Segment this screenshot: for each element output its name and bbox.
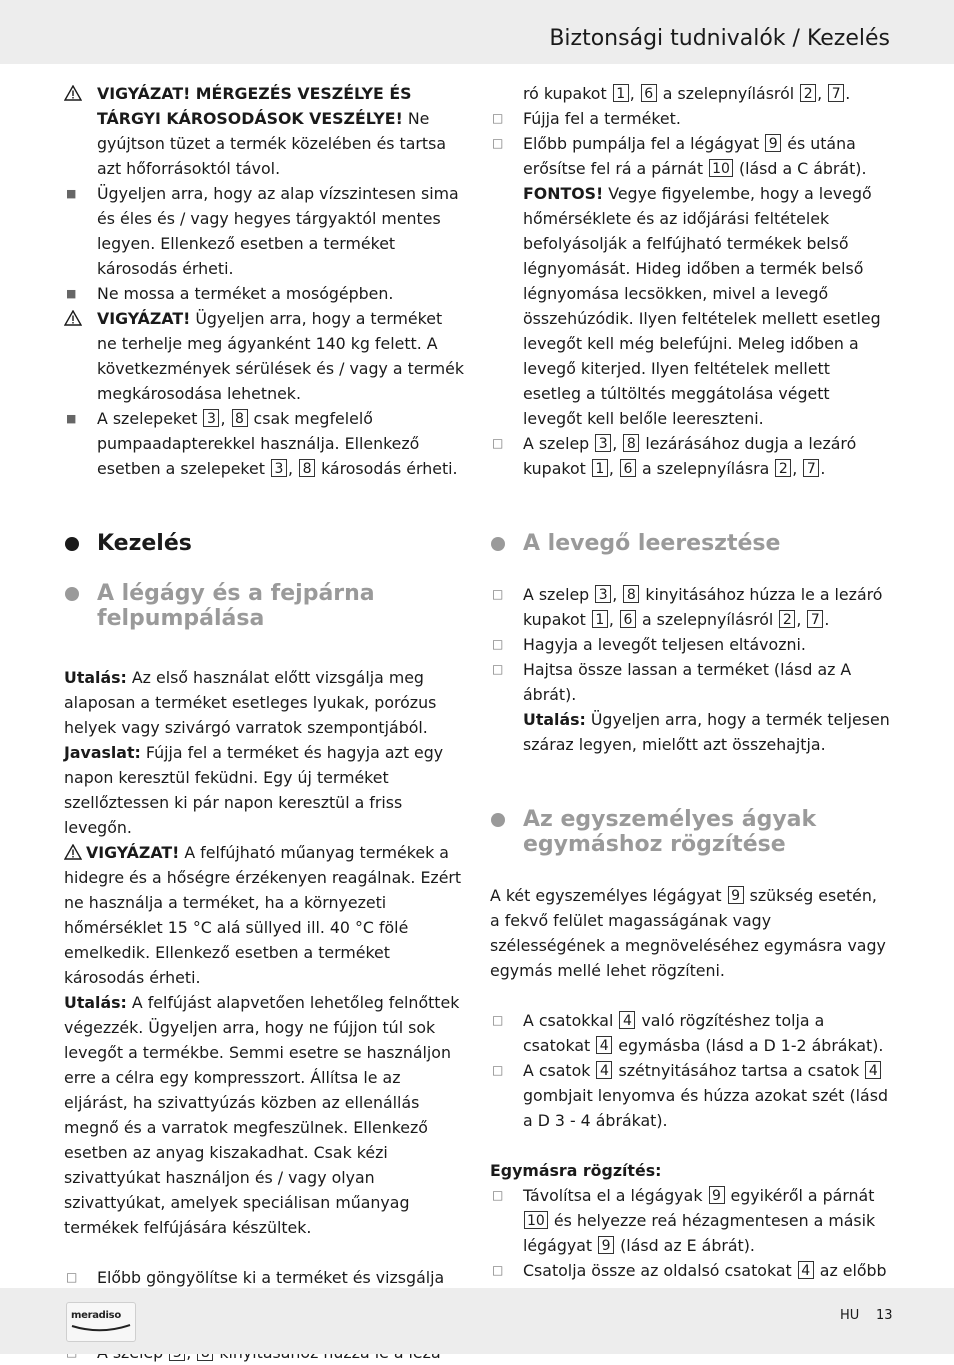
open-square-bullet-icon: □: [492, 587, 504, 601]
step-item: [490, 582, 890, 632]
note-paragraph: [64, 990, 464, 1240]
list-item-text: károsodás érheti.: [321, 459, 458, 478]
tip-text: Fújja fel a terméket és hagyja azt egy napon keresztül feküdni. Egy új terméket szellőztessen ki pár napon keresztül a friss levegőn.: [64, 743, 444, 837]
step-text: A csatokkal: [523, 1011, 614, 1030]
part-number-box: 3: [595, 434, 611, 452]
important-text: Vegye figyelembe, hogy a levegő hőmérséklete és az időjárási feltételek befolyásolják a felfújható termékek belső légnyomását. Hideg időben a termék belső légnyomása lecsökken, mivel a levegő összehúzódik. Ilyen feltételek mellett esetleg levegőt kell még belefújni. Meleg időben a levegő kiterjed. Ilyen feltételek mellett esetleg a túltöltés meggátolása végett levegőt kell belőle leereszteni.: [523, 184, 881, 428]
note-label: Utalás:: [523, 710, 586, 729]
part-number-box: 1: [592, 610, 608, 628]
step-text: gombjait lenyomva és húzza azokat szét (lásd a D 3 - 4 ábrákat).: [523, 1086, 888, 1130]
step-text: az előbb: [819, 1261, 887, 1280]
part-number-box: 9: [598, 1236, 614, 1254]
step-text: a szelepnyílásról: [641, 610, 774, 629]
step-text: A csatok: [523, 1061, 591, 1080]
part-number-box: 4: [619, 1011, 635, 1029]
step-text: és utána erősítse fel rá a párnát: [523, 134, 856, 178]
important-label: FONTOS!: [523, 184, 604, 203]
step-text: A szelep: [523, 585, 590, 604]
step-text: Távolítsa el a légágyak: [523, 1186, 703, 1205]
step-text: kinyitásához húzza le a lezáró kupakot: [523, 585, 883, 629]
page-number: 13: [876, 1308, 893, 1323]
heading-text: Kezelés: [97, 531, 192, 556]
part-number-box: 6: [641, 84, 657, 102]
section-heading-kezeles: [64, 531, 464, 557]
brand-logo: [66, 1302, 136, 1342]
step-text: és helyezze reá hézagmentesen a másik légágyat: [523, 1211, 876, 1255]
part-number-box: 8: [232, 409, 248, 427]
warning-text: Ügyeljen arra, hogy a terméket ne terhelje meg ágyanként 140 kg felett. A következmények sérülések és / vagy a termék megkárosodása lehetnek.: [97, 309, 464, 403]
page-header: [0, 0, 954, 64]
list-item: [64, 181, 464, 281]
step-item: [490, 632, 890, 657]
separator: ,: [612, 434, 618, 453]
step-text: a szelepnyílásról: [662, 84, 795, 103]
step-text: ró kupakot: [523, 84, 607, 103]
step-text: Előbb pumpálja fel a légágyat: [523, 134, 760, 153]
step-item: [490, 431, 890, 481]
bullet-dot-icon: [491, 537, 505, 551]
tip-paragraph: [64, 740, 464, 840]
logo-swoosh-icon: [71, 1323, 131, 1333]
list-item: [64, 281, 464, 306]
part-number-box: 4: [596, 1036, 612, 1054]
open-square-bullet-icon: □: [492, 1188, 504, 1202]
tip-label: Javaslat:: [64, 743, 141, 762]
step-text: lezárásához dugja a lezáró kupakot: [523, 434, 857, 478]
part-number-box: 7: [828, 84, 844, 102]
open-square-bullet-icon: □: [66, 1270, 78, 1284]
paragraph-text: szükség esetén, a fekvő felület magasságának vagy szélességének a megnöveléséhez egymásra vagy egymás mellé lehet rögzíteni.: [490, 886, 886, 980]
square-bullet-icon: ■: [66, 287, 77, 300]
separator: ,: [608, 459, 614, 478]
note-label: Utalás:: [64, 668, 127, 687]
part-number-box: 3: [203, 409, 219, 427]
part-number-box: 2: [779, 610, 795, 628]
spacer: [490, 857, 890, 883]
paragraph-text: A két egyszemélyes légágyat: [490, 886, 722, 905]
subheading-stack: Egymásra rögzítés:: [490, 1161, 662, 1180]
open-square-bullet-icon: □: [492, 1013, 504, 1027]
heading-text: A levegő leeresztése: [523, 531, 781, 556]
part-number-box: 8: [623, 585, 639, 603]
separator: ,: [796, 610, 802, 629]
part-number-box: 7: [807, 610, 823, 628]
spacer: [64, 481, 464, 531]
step-item: [490, 1008, 890, 1058]
spacer: [64, 557, 464, 581]
step-item: [490, 1058, 890, 1133]
part-number-box: 3: [271, 459, 287, 477]
open-square-bullet-icon: □: [492, 436, 504, 450]
part-number-box: 6: [620, 610, 636, 628]
open-square-bullet-icon: □: [492, 1263, 504, 1277]
separator: .: [845, 84, 851, 103]
section-heading-connect: [490, 807, 890, 857]
spacer: [490, 481, 890, 531]
open-square-bullet-icon: □: [492, 662, 504, 676]
warning-triangle-icon: [64, 85, 82, 101]
part-number-box: 9: [728, 886, 744, 904]
part-number-box: 7: [803, 459, 819, 477]
step-item: [490, 106, 890, 131]
step-text: Fújja fel a terméket.: [523, 109, 681, 128]
part-number-box: 10: [709, 159, 733, 177]
step-text: a szelepnyílásra: [641, 459, 770, 478]
warning-load: [64, 306, 464, 406]
step-text: egymásba (lásd a D 1-2 ábrákat).: [618, 1036, 884, 1055]
warning-temperature: [64, 840, 464, 990]
note-paragraph: [64, 665, 464, 740]
spacer: [64, 631, 464, 665]
language-code: HU: [840, 1308, 860, 1323]
step-text: egyikéről a párnát: [730, 1186, 875, 1205]
step-item: [490, 657, 890, 757]
open-square-bullet-icon: □: [492, 111, 504, 125]
note-text: A felfújást alapvetően lehetőleg felnőttek végezzék. Ügyeljen arra, hogy ne fújjon túl sok levegőt a termékbe. Semmi esetre se használjon erre a célra egy kompresszort. Állítsa le az eljárást, ha szivattyúzás közben az ellenállás megnő és a varratok megfeszülnek. Ellenkező esetben az anyag kiszakadhat. Csak kézi szivattyúkat használjon és / vagy olyan szivattyúkat, amelyek speciálisan műanyag termékek felfújására készültek.: [64, 993, 460, 1237]
step-item: [490, 1183, 890, 1258]
section-heading-inflate: [64, 581, 464, 631]
note-label: Utalás:: [64, 993, 127, 1012]
warning-poisoning: [64, 81, 464, 181]
right-column: [490, 81, 890, 1308]
section-heading-release: [490, 531, 890, 556]
separator: ,: [817, 84, 823, 103]
warning-text: Ne gyújtson tüzet a termék közelében és tartsa azt hőforrásoktól távol.: [97, 109, 447, 178]
connect-paragraph: [490, 883, 890, 983]
bullet-dot-icon: [491, 813, 505, 827]
part-number-box: 4: [596, 1061, 612, 1079]
separator: ,: [220, 409, 226, 428]
part-number-box: 3: [595, 585, 611, 603]
warning-label: VIGYÁZAT!: [86, 843, 180, 862]
step-text: (lásd a C ábrát).: [738, 159, 867, 178]
bullet-dot-icon: [65, 587, 79, 601]
warning-label: VIGYÁZAT! MÉRGEZÉS VESZÉLYE ÉS TÁRGYI KÁROSODÁSOK VESZÉLYE!: [97, 84, 412, 128]
list-item-text: A szelepeket: [97, 409, 198, 428]
part-number-box: 9: [709, 1186, 725, 1204]
part-number-box: 8: [623, 434, 639, 452]
open-square-bullet-icon: □: [492, 136, 504, 150]
heading-text: Az egyszemélyes ágyak egymáshoz rögzítése: [523, 807, 817, 857]
part-number-box: 8: [299, 459, 315, 477]
note-text: Ügyeljen arra, hogy a termék teljesen száraz legyen, mielőtt azt összehajtja.: [523, 710, 890, 754]
separator: .: [824, 610, 830, 629]
part-number-box: 9: [765, 134, 781, 152]
spacer: [490, 983, 890, 1008]
list-item-text: Ügyeljen arra, hogy az alap vízszintesen sima és éles és / vagy hegyes tárgyaktól mentes legyen. Ellenkező esetben a terméket károsodás érheti.: [97, 184, 459, 278]
part-number-box: 4: [798, 1261, 814, 1279]
step-item: [490, 131, 890, 431]
spacer: [490, 757, 890, 807]
step-text: (lásd az E ábrát).: [620, 1236, 755, 1255]
open-square-bullet-icon: □: [492, 637, 504, 651]
part-number-box: 2: [775, 459, 791, 477]
separator: .: [820, 459, 826, 478]
step-text: A szelep: [523, 434, 590, 453]
spacer: [490, 1133, 890, 1158]
spacer: [490, 556, 890, 582]
separator: ,: [608, 610, 614, 629]
part-number-box: 10: [524, 1211, 548, 1229]
warning-label: VIGYÁZAT!: [97, 309, 191, 328]
step-text: Csatolja össze az oldalsó csatokat: [523, 1261, 792, 1280]
part-number-box: 1: [592, 459, 608, 477]
open-square-bullet-icon: □: [492, 1063, 504, 1077]
step-text: való rögzítéshez tolja a csatokat: [523, 1011, 825, 1055]
separator: ,: [629, 84, 635, 103]
brand-name: meradiso: [71, 1310, 121, 1321]
list-item-text: csak megfelelő pumpaadapterekkel használja. Ellenkező esetben a szelepeket: [97, 409, 420, 478]
square-bullet-icon: ■: [66, 187, 77, 200]
step-text: Előbb göngyölítse ki a terméket és vizsgálja: [97, 1268, 445, 1287]
warning-text: A felfújható műanyag termékek a hidegre és a hőségre érzékenyen reagálnak. Ezért ne használja a terméket, ha a környezeti hőmérséklet 15 °C alá süllyed ill. 40 °C fölé emelkedik. Ellenkező esetben a terméket károsodás érheti.: [64, 843, 462, 987]
warning-triangle-icon: [64, 844, 82, 860]
note-text: Az első használat előtt vizsgálja meg alaposan a terméket esetleges lyukak, porózus helyek vagy szivárgó varratok szempontjából.: [64, 668, 437, 737]
part-number-box: 2: [800, 84, 816, 102]
spacer: [64, 1240, 464, 1265]
page-title: Biztonsági tudnivalók / Kezelés: [549, 26, 890, 51]
list-item-text: Ne mossa a terméket a mosógépben.: [97, 284, 394, 303]
step-text: Hagyja a levegőt teljesen eltávozni.: [523, 635, 806, 654]
separator: ,: [612, 585, 618, 604]
part-number-box: 4: [865, 1061, 881, 1079]
step-text: szétnyitásához tartsa a csatok: [618, 1061, 860, 1080]
part-number-box: 1: [613, 84, 629, 102]
part-number-box: 6: [620, 459, 636, 477]
page-footer: [0, 1288, 954, 1354]
heading-text: A légágy és a fejpárna felpumpálása: [97, 581, 375, 631]
separator: ,: [287, 459, 293, 478]
list-item: [64, 406, 464, 481]
square-bullet-icon: ■: [66, 412, 77, 425]
warning-triangle-icon: [64, 310, 82, 326]
bullet-dot-icon: [65, 537, 79, 551]
step-item-continued: [490, 81, 890, 106]
left-column: [64, 81, 464, 1365]
separator: ,: [792, 459, 798, 478]
step-text: Hajtsa össze lassan a terméket (lásd az A ábrát).: [523, 660, 852, 704]
